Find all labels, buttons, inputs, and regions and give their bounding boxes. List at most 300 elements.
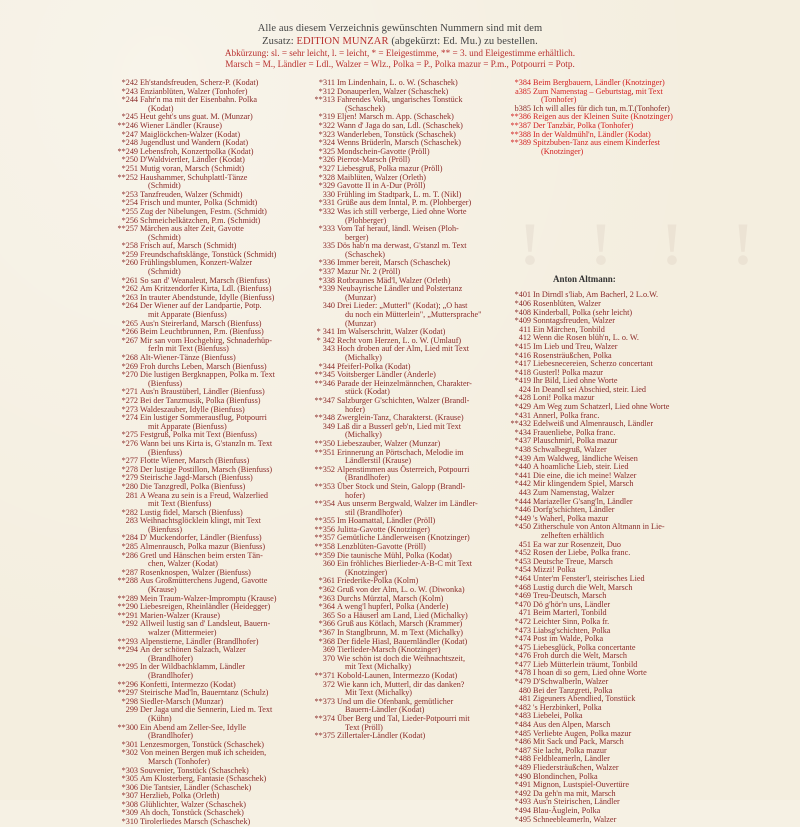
entry-number: *494	[514, 805, 531, 815]
entry-title-continuation: mit Apparate (Bienfuss)	[148, 310, 227, 320]
entry-title: Unter'm Fenster'l, steirisches Lied	[533, 573, 645, 583]
entry-number: *248	[121, 138, 138, 148]
entry-number: *368	[318, 636, 335, 646]
entry-number: *244	[121, 95, 138, 105]
entry-title-continuation: (Bienfuss)	[148, 378, 183, 388]
entry-number: *275	[121, 430, 138, 440]
entry-title: Dorfg'schichten, Ländler	[533, 505, 615, 515]
catalog-entry	[116, 818, 311, 827]
entry-number: *431	[514, 410, 531, 420]
entry-title: Grüße aus dem Inntal, P. m. (Plohberger)	[337, 198, 472, 208]
entry-title: Bei der Tanzgreti, Polka	[533, 685, 613, 695]
entry-number: *339	[318, 284, 335, 294]
entry-number: **288	[117, 576, 138, 586]
entry-title-continuation: (Kühn)	[148, 713, 172, 723]
entry-number: *327	[318, 163, 335, 173]
entry-title: Und um die Ofenbank, gemütlicher	[337, 696, 454, 706]
header-line-1: Alle aus diesem Verzeichnis gewünschten Nummern sind mit dem	[257, 23, 543, 34]
entry-title: Über Stock und Stein, Galopp (Brandl-	[337, 481, 466, 491]
entry-number: **358	[314, 542, 335, 552]
entry-number: *270	[121, 370, 138, 380]
entry-number: *453	[514, 556, 531, 566]
entry-number: *489	[514, 763, 531, 772]
entry-title-continuation: hofer)	[345, 490, 366, 500]
entry-title: Dö g'hör'n uns, Ländler	[533, 599, 611, 609]
entry-title-continuation: berger)	[345, 232, 369, 242]
entry-title: Ich will alles für dich tun, m.T.(Tonhofer)	[533, 103, 670, 113]
entry-title: Maiblüten, Walzer (Orleth)	[337, 172, 426, 182]
entry-title: Souvenier, Tonstück (Schaschek)	[140, 765, 249, 775]
entry-title: Mondschein-Gavotte (Pröll)	[337, 146, 430, 156]
entry-title: Ihr Bild, Lied ohne Worte	[533, 376, 618, 386]
catalog-entry	[116, 225, 311, 242]
entry-number: *333	[318, 224, 335, 234]
catalog-entry	[313, 96, 509, 113]
entry-number: *472	[514, 616, 531, 626]
entry-title: Post im Walde, Polka	[533, 634, 604, 644]
entry-title: So a Häuserl am Land, Lied (Michalky)	[337, 610, 468, 620]
entry-title: Aus Großmütterchens Jugend, Gavotte	[140, 576, 268, 586]
entry-number: *415	[514, 341, 531, 351]
entry-title-continuation: (Plohberger)	[345, 215, 387, 225]
entry-number: *262	[121, 284, 138, 294]
entry-title-continuation: (Michalky)	[345, 353, 382, 362]
entry-number: **295	[117, 662, 138, 672]
entry-title-continuation: stil (Brandlhofer)	[345, 507, 403, 517]
catalog-entry	[313, 560, 509, 577]
entry-title: Die taunische Mühl, Polka (Kodat)	[337, 550, 452, 560]
entry-title: In trauter Abendstunde, Idylle (Bienfuss)	[140, 292, 275, 302]
entry-number: **300	[117, 722, 138, 732]
catalog-entry	[116, 663, 311, 680]
entry-number: 411	[519, 324, 531, 334]
entry-title: Frühlingsblumen, Konzert-Walzer	[140, 258, 253, 268]
entry-title: Fahrendes Volk, ungarisches Tonstück	[337, 95, 463, 105]
page-show-through: ! ! ! !	[520, 211, 771, 277]
entry-number: *482	[514, 702, 531, 712]
entry-title: Fahr'n ma mit der Eisenbahn. Polka	[140, 95, 257, 105]
abbreviation-line-1: Abkürzung: sl. = sehr leicht, l. = leicht, * = Eleigestimme, ** = 3. und Eleigestimme erhältlich.	[224, 48, 576, 58]
header-order-note: (abgekürzt: Ed. Mu.) zu bestellen.	[391, 36, 538, 47]
entry-number: 412	[518, 333, 531, 343]
entry-title: Am Waldweg, ländliche Weisen	[533, 453, 638, 463]
entry-number: *409	[514, 316, 531, 326]
entry-number: *328	[318, 172, 335, 182]
entry-title: Parade der Heinzelmännchen, Charakter-	[337, 378, 472, 388]
entry-title: Ea war zur Rosenzeit, Duo	[533, 539, 621, 549]
catalog-entry	[313, 423, 509, 440]
entry-number: *469	[514, 591, 531, 601]
entry-number: *292	[121, 619, 138, 629]
entry-title-continuation: mit Text (Bienfuss)	[148, 499, 212, 509]
entry-title-continuation: (Schmidt)	[148, 232, 181, 242]
entry-title-continuation: stück (Kodat)	[345, 387, 390, 397]
entry-number: *324	[318, 138, 335, 148]
entry-title: Lieb Mütterlein träumt, Tonbild	[533, 659, 638, 669]
entry-number: *323	[318, 129, 335, 139]
entry-number: *401	[514, 290, 531, 300]
entry-title: Rosenblüten, Walzer	[533, 298, 601, 308]
catalog-entry	[313, 449, 509, 466]
entry-number: *362	[318, 585, 335, 595]
entry-title-continuation: Mit Text (Michalky)	[345, 688, 413, 698]
catalog-entry	[116, 517, 311, 534]
catalog-entry	[313, 242, 509, 259]
entry-title: Alt-Wiener-Tänze (Bienfuss)	[140, 353, 236, 362]
catalog-entry	[116, 577, 311, 594]
entry-title: A Weana zu sein is a Freud, Walzerlied	[140, 490, 268, 500]
entry-number: **313	[314, 95, 335, 105]
entry-number: *309	[121, 808, 138, 818]
entry-title: Gretl und Hänschen beim ersten Tän-	[140, 550, 263, 560]
catalog-entry	[313, 483, 509, 500]
entry-number: *473	[514, 625, 531, 635]
entry-number: *488	[514, 754, 531, 764]
entry-title: D' Muckendorfer, Ländler (Bienfuss)	[140, 533, 262, 543]
entry-number: *417	[514, 359, 531, 369]
entry-title: Aus den Alpen, Marsch	[533, 720, 611, 730]
entry-title: Märchen aus alter Zeit, Gavotte	[140, 224, 244, 234]
entry-title: Mir san vom Hochgebirg, Schnaderhüp-	[140, 335, 272, 345]
entry-number: *416	[514, 350, 531, 360]
entry-title: An der schönen Salzach, Walzer	[140, 645, 246, 655]
catalog-entry	[313, 345, 509, 362]
entry-title: Froh durchs Leben, Marsch (Bienfuss)	[140, 361, 267, 371]
entry-title: Tirolerliedes Marsch (Schaschek)	[140, 817, 251, 827]
catalog-entry	[116, 440, 311, 457]
entry-title: Waldeszauber, Idylle (Bienfuss)	[140, 404, 245, 414]
entry-title: Tierlieder-Marsch (Knotzinger)	[337, 645, 441, 655]
entry-number: *282	[121, 507, 138, 517]
catalog-entry	[313, 208, 509, 225]
entry-number: *279	[121, 473, 138, 483]
entry-number: **389	[510, 138, 531, 148]
entry-number: **346	[314, 378, 335, 388]
entry-number: *363	[318, 593, 335, 603]
entry-number: *285	[121, 542, 138, 552]
entry-title: Siedler-Marsch (Munzar)	[140, 696, 224, 706]
entry-title: Ein fröhliches Bierlieder-A-B-C mit Text	[337, 559, 473, 569]
entry-title-continuation: (Tonhofer)	[541, 95, 577, 105]
entry-title: Beim Bergbauern, Ländler (Knotzinger)	[533, 78, 665, 87]
entry-number: *493	[514, 797, 531, 807]
entry-number: *307	[121, 791, 138, 801]
entry-title: 's Waherl, Polka mazur	[533, 513, 609, 523]
entry-number: *319	[318, 112, 335, 122]
entry-title: Spitzbuben-Tanz aus einem Kinderfest	[533, 138, 660, 148]
entry-number: *366	[318, 619, 335, 629]
catalog-entry	[313, 500, 509, 517]
entry-title: Blondinchen, Polka	[533, 771, 598, 781]
entry-number: *250	[121, 155, 138, 165]
entry-title: Loni! Polka mazur	[533, 393, 595, 403]
entry-title: So san d' Weanaleut, Marsch (Bienfuss)	[140, 275, 271, 285]
entry-number: *418	[514, 367, 531, 377]
entry-title: Wenns Brüderln, Marsch (Schaschek)	[337, 138, 461, 148]
entry-title: Am Weg zum Schatzerl, Lied ohne Worte	[533, 402, 670, 412]
entry-title: Rosen der Liebe, Polka franc.	[533, 548, 631, 558]
entry-title-continuation: mit Apparate (Bienfuss)	[148, 421, 227, 431]
entry-number: *484	[514, 720, 531, 730]
entry-title: Almenrausch, Polka mazur (Bienfuss)	[140, 542, 266, 552]
entry-title: Alpenstimmen aus Österreich, Potpourri	[337, 464, 470, 474]
entry-title: Der fidele Hiasl, Bauernländler (Kodat)	[337, 636, 468, 646]
entry-title: Lenzblüten-Gavotte (Pröll)	[337, 542, 426, 552]
entry-title: Hoch droben auf der Alm, Lied mit Text	[337, 344, 470, 354]
entry-number: **432	[510, 419, 531, 429]
section-title-anton-altmann: Anton Altmann:	[553, 274, 616, 285]
catalog-entry	[509, 88, 709, 105]
entry-number: 299	[125, 705, 138, 715]
entry-title: Festgruß, Polka mit Text (Bienfuss)	[140, 430, 257, 440]
catalog-column-2	[313, 79, 509, 741]
entry-number: *332	[318, 206, 335, 216]
entry-title: Flotte Wiener, Marsch (Bienfuss)	[140, 456, 250, 466]
entry-title: Wenn die Rosen blüh'n, L. o. W.	[533, 333, 639, 343]
entry-title-continuation: (Schmidt)	[148, 181, 181, 191]
entry-number: **357	[314, 533, 335, 543]
entry-number: *364	[318, 602, 335, 612]
entry-title: Der lustige Postillon, Marsch (Bienfuss)	[140, 464, 273, 474]
entry-number: **345	[314, 370, 335, 380]
entry-title: Deutsche Treue, Marsch	[533, 556, 613, 566]
entry-title: Kinderball, Polka (sehr leicht)	[533, 307, 633, 317]
entry-number: *495	[514, 814, 531, 824]
catalog-entry	[116, 302, 311, 319]
entry-title-continuation: (Brandlhofer)	[148, 653, 194, 663]
entry-number: *329	[318, 181, 335, 191]
header-zusatz: Zusatz:	[262, 36, 294, 47]
entry-number: **297	[117, 688, 138, 698]
entry-number: *272	[121, 395, 138, 405]
entry-title: Steirische Jagd-Marsch (Bienfuss)	[140, 473, 253, 483]
entry-number: *242	[121, 78, 138, 87]
entry-title: Laß dir a Busserl geb'n, Lied mit Text	[337, 421, 461, 431]
entry-title: Treu-Deutsch, Marsch	[533, 591, 607, 601]
catalog-column-1	[116, 79, 311, 827]
entry-title: Im Walserschritt, Walzer (Kodat)	[337, 327, 446, 337]
entry-number: **249	[117, 146, 138, 156]
entry-title: Die Tanzgredl, Polka (Bienfuss)	[140, 481, 246, 491]
entry-number: **388	[510, 129, 531, 139]
entry-title: Glühlichter, Walzer (Schaschek)	[140, 799, 246, 809]
entry-title-continuation: mit Text (Michalky)	[345, 662, 412, 672]
entry-number: *280	[121, 481, 138, 491]
entry-number: *301	[121, 739, 138, 749]
header-edition: EDITION MUNZAR	[296, 36, 389, 47]
entry-number: **348	[314, 413, 335, 423]
catalog-entry	[116, 174, 311, 191]
entry-title: In Dirndl s'liab, Am Bacherl, 2 L.o.W.	[533, 290, 659, 300]
entry-title: Konfetti, Intermezzo (Kodat)	[140, 679, 236, 689]
entry-number: *464	[514, 573, 531, 583]
entry-number: *277	[121, 456, 138, 466]
catalog-entry	[116, 552, 311, 569]
entry-number: **356	[314, 524, 335, 534]
entry-title: Haushammer, Schuhplattl-Tänze	[140, 172, 248, 182]
entry-title-continuation: (Bienfuss)	[148, 447, 183, 457]
entry-number: *485	[514, 728, 531, 738]
entry-title: Lustig fidel, Marsch (Bienfuss)	[140, 507, 243, 517]
entry-number: *444	[514, 496, 531, 506]
entry-number: *406	[514, 298, 531, 308]
entry-number: *258	[121, 241, 138, 251]
entry-title: Die eine, die ich meine! Walzer	[533, 470, 637, 480]
entry-number: **294	[117, 645, 138, 655]
entry-title: I hoan di so gern, Lied ohne Worte	[533, 668, 647, 678]
entry-title: Zillertaler-Ländler (Kodat)	[337, 731, 426, 741]
entry-number: *261	[121, 275, 138, 285]
catalog-entry	[116, 620, 311, 637]
entry-title: Wanderleben, Tonstück (Schaschek)	[337, 129, 456, 139]
entry-title: Ein Märchen, Tonbild	[533, 324, 605, 334]
entry-number: *271	[121, 387, 138, 397]
entry-number: 340	[322, 301, 335, 311]
entry-title: Mutig voran, Marsch (Schmidt)	[140, 163, 245, 173]
entry-title: Am Klosterberg, Fantasie (Schaschek)	[140, 774, 267, 784]
entry-number: *255	[121, 206, 138, 216]
abbreviation-line-2: Marsch = M., Ländler = Ldl., Walzer = Wlz., Polka = P., Polka mazur = P.m., Potpourri = Potp.	[225, 59, 575, 69]
entry-number: *269	[121, 361, 138, 371]
entry-title: Drei Lieder: „Mutterl" (Kodat); „O hast	[337, 301, 468, 311]
entry-title: Friederike-Polka (Kolm)	[337, 576, 419, 586]
entry-title: Feldbleamerln, Ländler	[533, 754, 610, 764]
catalog-entry	[313, 698, 509, 715]
entry-number: *337	[318, 267, 335, 277]
entry-number: **355	[314, 516, 335, 526]
entry-title: Der Tanzbär, Polka (Tonhofer)	[533, 120, 634, 130]
catalog-entry	[116, 706, 311, 723]
entry-number: **347	[314, 395, 335, 405]
entry-number: **296	[117, 679, 138, 689]
entry-title: Julitta-Gavotte (Knotzinger)	[337, 524, 430, 534]
entry-number: *446	[514, 505, 531, 515]
entry-title: Annerl, Polka franc.	[533, 410, 600, 420]
entry-title: Zum Namenstag – Geburtstag, mit Text	[533, 86, 663, 96]
entry-title: Voitsberger Ländler (Anderle)	[337, 370, 436, 380]
entry-number: *276	[121, 438, 138, 448]
entry-title-continuation: (Knotzinger)	[541, 146, 584, 156]
entry-number: 335	[322, 241, 335, 251]
entry-title: Aus'n Braustüberl, Ländler (Bienfuss)	[140, 387, 265, 397]
entry-title-continuation: du noch ein Mütterlein", „Muttersprache" (Munzar)	[345, 310, 482, 328]
entry-title: Lustig durch die Welt, Marsch	[533, 582, 633, 592]
entry-title-continuation: (Brandlhofer)	[148, 670, 194, 680]
entry-title: Mignon, Lustspiel-Ouvertüre	[533, 780, 629, 790]
entry-title: Was ich still verberge, Lied ohne Worte	[337, 206, 467, 216]
entry-title: Über Berg und Tal, Lieder-Potpourri mit	[337, 713, 470, 723]
entry-title: Wie kann ich, Mutterl, dir das danken?	[337, 679, 465, 689]
entry-title: Herzlieb, Polka (Orleth)	[140, 791, 220, 801]
entry-title: Wie schön ist doch die Weihnachtszeit,	[337, 653, 466, 663]
catalog-entry	[509, 523, 709, 540]
entry-title: Immer bereit, Marsch (Schaschek)	[337, 258, 451, 268]
entry-number: 424	[518, 384, 531, 394]
catalog-column-3	[509, 79, 709, 824]
entry-title-continuation: Bauern-Ländler (Kodat)	[345, 705, 425, 715]
entry-number: *302	[121, 748, 138, 758]
entry-title: Enzianblüten, Walzer (Tonhofer)	[140, 86, 248, 96]
entry-title-continuation: hofer)	[345, 404, 366, 414]
entry-title: Zitherschule von Anton Altmann in Lie-	[533, 522, 665, 532]
entry-title: Tanzfreuden, Walzer (Schmidt)	[140, 189, 243, 199]
entry-number: *310	[121, 817, 138, 827]
entry-number: *273	[121, 404, 138, 414]
entry-number: **291	[117, 610, 138, 620]
entry-title: Gruß von der Alm, L. o. W. (Diwonka)	[337, 585, 465, 595]
catalog-entry	[116, 414, 311, 431]
entry-number: *452	[514, 548, 531, 558]
entry-title: Verliebte Augen, Polka mazur	[533, 728, 632, 738]
entry-title: Sonntagsfreuden, Walzer	[533, 316, 615, 326]
entry-number: *268	[121, 353, 138, 362]
entry-title: Gemütliche Ländlerweisen (Knotzinger)	[337, 533, 470, 543]
entry-title: Mir klingendem Spiel, Marsch	[533, 479, 634, 489]
entry-title: Da geh'n ma mit, Marsch	[533, 788, 616, 798]
entry-title: Pierrot-Marsch (Pröll)	[337, 155, 410, 165]
entry-number: *243	[121, 86, 138, 96]
catalog-column-3-altmann	[509, 291, 709, 824]
entry-title: Der Wiener auf der Landpartie, Potp.	[140, 301, 262, 311]
entry-title: Zum Namenstag, Walzer	[533, 488, 615, 497]
entry-title: 's Herzbinkerl, Polka	[533, 702, 602, 712]
entry-title: Mariazeller G'sang'ln, Ländler	[533, 496, 633, 506]
entry-title-continuation: Ländlerstil (Krause)	[345, 456, 412, 466]
entry-title: Wann bei uns Kirta is, G'stanzln m. Text	[140, 438, 273, 448]
entry-number: b385	[514, 103, 531, 113]
entry-title: Mit Sack und Pack, Marsch	[533, 737, 624, 747]
entry-title: Liebesreigen, Rheinländler (Heidegger)	[140, 602, 271, 612]
entry-number: *439	[514, 453, 531, 463]
entry-title: Liebelei, Polka	[533, 711, 583, 721]
entry-title-continuation: (Schaschek)	[345, 249, 386, 259]
entry-number: *256	[121, 215, 138, 225]
entry-title: Zwerglein-Tanz, Charakterst. (Krause)	[337, 413, 464, 423]
catalog-header	[0, 22, 800, 70]
entry-number: *490	[514, 771, 531, 781]
entry-title: Mein Traum-Walzer-Impromptu (Krause)	[140, 593, 277, 603]
entry-number: *287	[121, 567, 138, 577]
entry-number: *338	[318, 275, 335, 285]
entry-number: 343	[322, 344, 335, 354]
entry-title: Heut geht's uns guat. M. (Munzar)	[140, 112, 253, 122]
entry-number: *260	[121, 258, 138, 268]
entry-title: Die Tantsier, Ländler (Schaschek)	[140, 782, 252, 792]
entry-title: In Stanglbrunn, M. m Text (Michalky)	[337, 628, 463, 637]
entry-title: Vom Taf herauf, ländl. Weisen (Ploh-	[337, 224, 459, 234]
catalog-entry	[116, 749, 311, 766]
entry-title: Im Hoamattal, Ländler (Pröll)	[337, 516, 436, 526]
entry-title: Im Lindenhain, L. o. W. (Schaschek)	[337, 78, 458, 87]
entry-title: Mizzi! Polka	[533, 565, 576, 575]
entry-title: Aus'n Steirischen, Ländler	[533, 797, 620, 807]
entry-number: *278	[121, 464, 138, 474]
entry-number: *468	[514, 582, 531, 592]
catalog-entry	[313, 466, 509, 483]
entry-title: Steirische Mad'ln, Bauerntanz (Schulz)	[140, 688, 269, 698]
catalog-entry	[116, 259, 311, 276]
entry-title: Von meinen Bergen muß ich scheiden,	[140, 748, 267, 758]
entry-title: Rotbraunes Mäd'l, Walzer (Orleth)	[337, 275, 451, 285]
entry-number: 349	[322, 421, 335, 431]
entry-number: *475	[514, 642, 531, 652]
entry-title: Frisch und munter, Polka (Schmidt)	[140, 198, 258, 208]
entry-number: *325	[318, 146, 335, 156]
entry-title: Froh durch die Welt, Marsch	[533, 651, 628, 661]
entry-title: Wiener Ländler (Krause)	[140, 120, 222, 130]
entry-number: * 342	[316, 335, 335, 345]
entry-title: Allweil lustig san d' Landsleut, Bauern-	[140, 619, 271, 629]
